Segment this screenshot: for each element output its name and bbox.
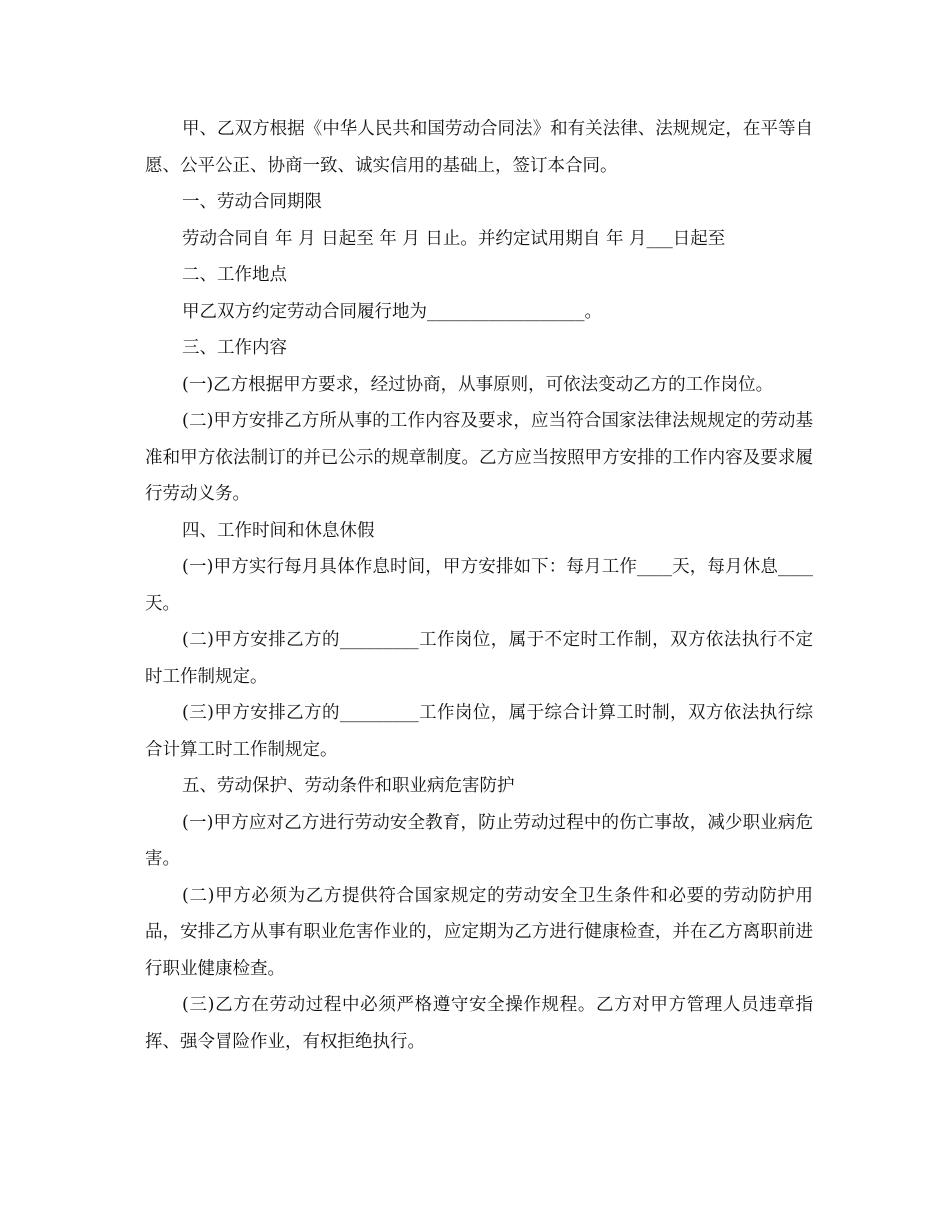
labor-protection-clause-1: (一)甲方应对乙方进行劳动安全教育，防止劳动过程中的伤亡事故，减少职业病危害。 <box>145 812 813 869</box>
work-content-clause-1: (一)乙方根据甲方要求，经过协商，从事原则，可依法变动乙方的工作岗位。 <box>182 374 774 395</box>
contract-term-paragraph: 劳动合同自 年 月 日起至 年 月 日止。并约定试用期自 年 月___日起至 <box>182 228 726 249</box>
work-hours-clause-1: (一)甲方实行每月具体作息时间，甲方安排如下：每月工作____天，每月休息____天。 <box>145 557 813 614</box>
labor-protection-clause-3: (三)乙方在劳动过程中必须严格遵守安全操作规程。乙方对甲方管理人员违章指挥、强令冒险作业，有权拒绝执行。 <box>145 995 813 1052</box>
section-heading-labor-protection: 五、劳动保护、劳动条件和职业病危害防护 <box>182 776 515 796</box>
intro-paragraph: 甲、乙双方根据《中华人民共和国劳动合同法》和有关法律、法规规定，在平等自愿、公平公正、协商一致、诚实信用的基础上，签订本合同。 <box>145 119 813 176</box>
section-heading-work-content: 三、工作内容 <box>182 338 287 358</box>
work-hours-clause-3: (三)甲方安排乙方的_________工作岗位，属于综合计算工时制，双方依法执行综合计算工时工作制规定。 <box>145 703 813 760</box>
work-content-clause-2: (二)甲方安排乙方所从事的工作内容及要求，应当符合国家法律法规规定的劳动基准和甲方依法制订的并已公示的规章制度。乙方应当按照甲方安排的工作内容及要求履行劳动义务。 <box>145 411 813 504</box>
work-hours-clause-2: (二)甲方安排乙方的_________工作岗位，属于不定时工作制，双方依法执行不定时工作制规定。 <box>145 630 813 687</box>
document-page <box>145 111 813 1060</box>
section-heading-work-hours: 四、工作时间和休息休假 <box>182 520 375 541</box>
section-heading-work-location: 二、工作地点 <box>182 265 287 285</box>
section-heading-contract-term: 一、劳动合同期限 <box>182 192 322 212</box>
labor-protection-clause-2: (二)甲方必须为乙方提供符合国家规定的劳动安全卫生条件和必要的劳动防护用品，安排乙方从事有职业危害作业的，应定期为乙方进行健康检查，并在乙方离职前进行职业健康检查。 <box>145 885 813 979</box>
work-location-paragraph: 甲乙双方约定劳动合同履行地为__________________。 <box>182 301 602 322</box>
